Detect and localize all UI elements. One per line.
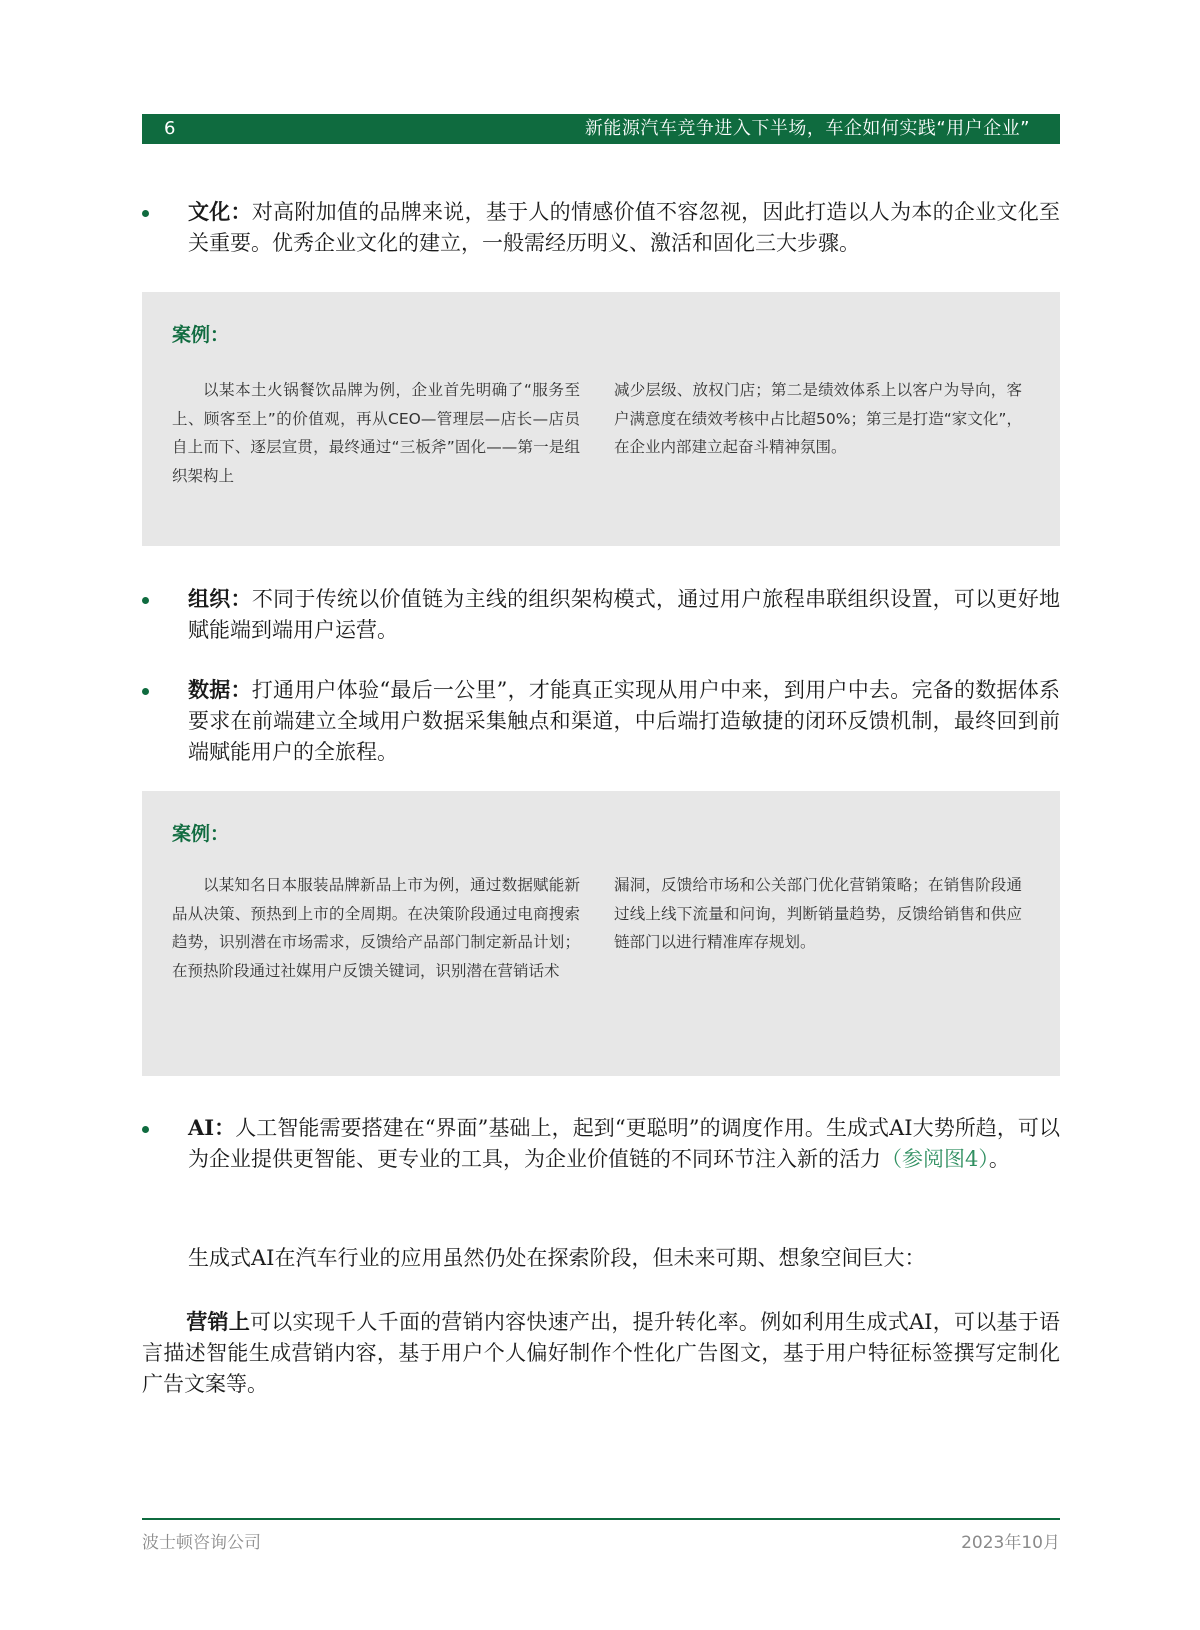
- bullet-dot-icon: [142, 688, 149, 695]
- bullet-data: [142, 674, 1060, 768]
- footer-divider: [142, 1518, 1060, 1520]
- bullet-dot-icon: [142, 597, 149, 604]
- bullet-organization: [142, 583, 1060, 646]
- bullet-body: 打通用户体验“最后一公里”，才能真正实现从用户中来，到用户中去。完备的数据体系要求在前端建立全域用户数据采集触点和渠道，中后端打造敏捷的闭环反馈机制，最终回到前端赋能用户的全旅程。: [188, 678, 1061, 764]
- bullet-tail: 。: [988, 1147, 1010, 1171]
- case-title: 案例：: [172, 324, 230, 346]
- bullet-dot-icon: [142, 1126, 149, 1133]
- bullet-term: 数据：: [188, 677, 252, 702]
- marketing-term: 营销上: [186, 1309, 251, 1334]
- page-number: 6: [164, 118, 176, 139]
- bullet-text: [188, 674, 1060, 768]
- case-text-right: 漏洞，反馈给市场和公关部门优化营销策略；在销售阶段通过线上线下流量和问询，判断销量趋势，反馈给销售和供应链部门以进行精准库存规划。: [614, 876, 1022, 951]
- bullet-term: 文化：: [188, 199, 252, 224]
- bullet-dot-icon: [142, 210, 149, 217]
- bullet-term: 组织：: [188, 586, 252, 611]
- bullet-text: [188, 1112, 1060, 1175]
- case-box: [142, 791, 1060, 1076]
- marketing-text: 可以实现千人千面的营销内容快速产出，提升转化率。例如利用生成式AI，可以基于语言描述智能生成营销内容，基于用户个人偏好制作个性化广告图文，基于用户特征标签撰写定制化广告文案等。: [142, 1310, 1060, 1396]
- bullet-text: [188, 196, 1060, 259]
- bullet-body: 人工智能需要搭建在“界面”基础上，起到“更聪明”的调度作用。生成式AI大势所趋，可以为企业提供更智能、更专业的工具，为企业价值链的不同环节注入新的活力: [188, 1116, 1060, 1171]
- document-title: 新能源汽车竞争进入下半场，车企如何实践“用户企业”: [584, 118, 1030, 139]
- marketing-paragraph: [142, 1306, 1060, 1400]
- case-text-left: 以某知名日本服装品牌新品上市为例，通过数据赋能新品从决策、预热到上市的全周期。在决策阶段通过电商搜索趋势，识别潜在市场需求，反馈给产品部门制定新品计划；在预热阶段通过社媒用户反馈关键词，识别潜在营销话术: [172, 876, 580, 980]
- footer-date: 2023年10月: [961, 1533, 1060, 1553]
- header-bar: [142, 114, 1060, 144]
- case-text-right: 减少层级、放权门店；第二是绩效体系上以客户为导向，客户满意度在绩效考核中占比超50%；第三是打造“家文化”，在企业内部建立起奋斗精神氛围。: [614, 381, 1022, 456]
- bullet-body: 不同于传统以价值链为主线的组织架构模式，通过用户旅程串联组织设置，可以更好地赋能端到端用户运营。: [188, 587, 1060, 642]
- footer-company: 波士顿咨询公司: [142, 1533, 261, 1553]
- figure-reference-link[interactable]: （参阅图4）: [881, 1147, 989, 1171]
- genai-intro-paragraph: 生成式AI在汽车行业的应用虽然仍处在探索阶段，但未来可期、想象空间巨大：: [188, 1246, 926, 1270]
- bullet-term: AI：: [188, 1115, 236, 1140]
- case-box: [142, 292, 1060, 546]
- case-title: 案例：: [172, 823, 230, 845]
- bullet-ai: [142, 1112, 1060, 1175]
- bullet-culture: [142, 196, 1060, 259]
- bullet-body: 对高附加值的品牌来说，基于人的情感价值不容忽视，因此打造以人为本的企业文化至关重要。优秀企业文化的建立，一般需经历明义、激活和固化三大步骤。: [188, 200, 1060, 255]
- bullet-text: [188, 583, 1060, 646]
- case-text-left: 以某本土火锅餐饮品牌为例，企业首先明确了“服务至上、顾客至上”的价值观，再从CEO—管理层—店长—店员自上而下、逐层宣贯，最终通过“三板斧”固化——第一是组织架构上: [172, 381, 580, 485]
